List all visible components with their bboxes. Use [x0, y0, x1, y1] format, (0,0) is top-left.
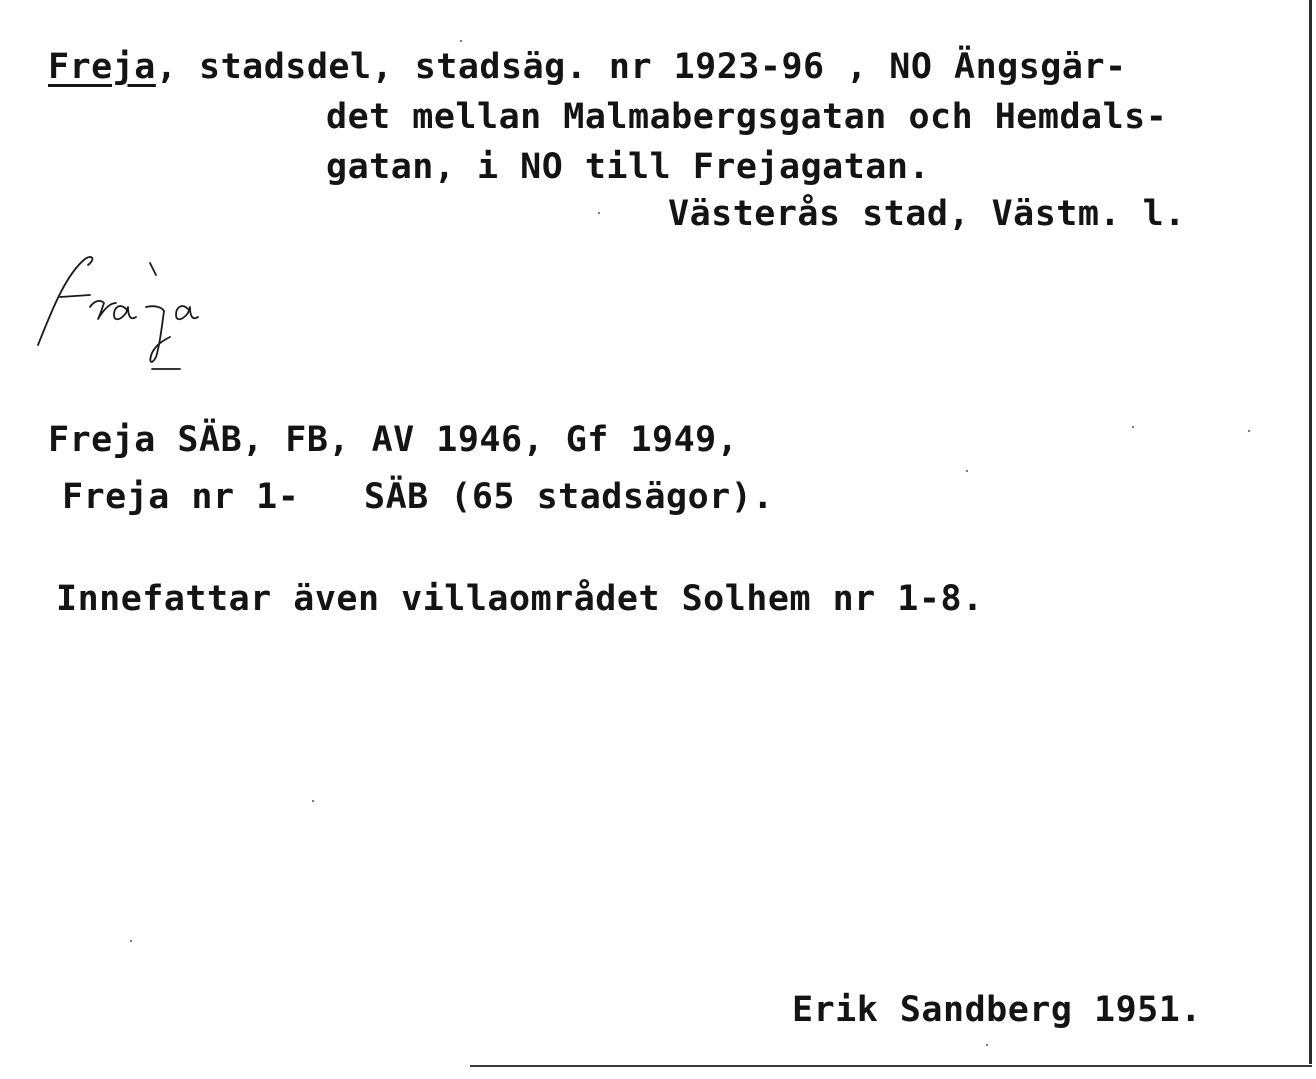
paper-speck	[986, 1044, 988, 1046]
paper-speck	[1248, 430, 1250, 432]
card-bottom-edge	[470, 1065, 1312, 1067]
paper-speck	[130, 940, 132, 942]
paper-speck	[460, 40, 462, 42]
heading-line-3: gatan, i NO till Frejagatan.	[326, 147, 931, 187]
signature: Erik Sandberg 1951.	[792, 990, 1202, 1030]
heading-line-4: Västerås stad, Västm. l.	[668, 194, 1186, 234]
heading-line-2: det mellan Malmabergsgatan och Hemdals-	[326, 97, 1168, 137]
card-right-edge	[1309, 0, 1312, 1064]
paper-speck	[312, 800, 314, 802]
details-line-2: Freja nr 1- SÄB (65 stadsägor).	[62, 477, 774, 517]
inclusion-note: Innefattar även villaområdet Solhem nr 1-8.	[56, 579, 984, 619]
paper-speck	[1132, 426, 1134, 428]
paper-speck	[598, 212, 600, 214]
place-name: Freja	[48, 47, 156, 87]
heading-line-1-rest: , stadsdel, stadsäg. nr 1923-96 , NO Ängsgär-	[155, 47, 1127, 87]
details-line-1: Freja SÄB, FB, AV 1946, Gf 1949,	[48, 420, 739, 460]
handwritten-annotation	[30, 245, 290, 375]
heading-line-1	[48, 47, 1127, 87]
paper-speck	[966, 470, 968, 472]
